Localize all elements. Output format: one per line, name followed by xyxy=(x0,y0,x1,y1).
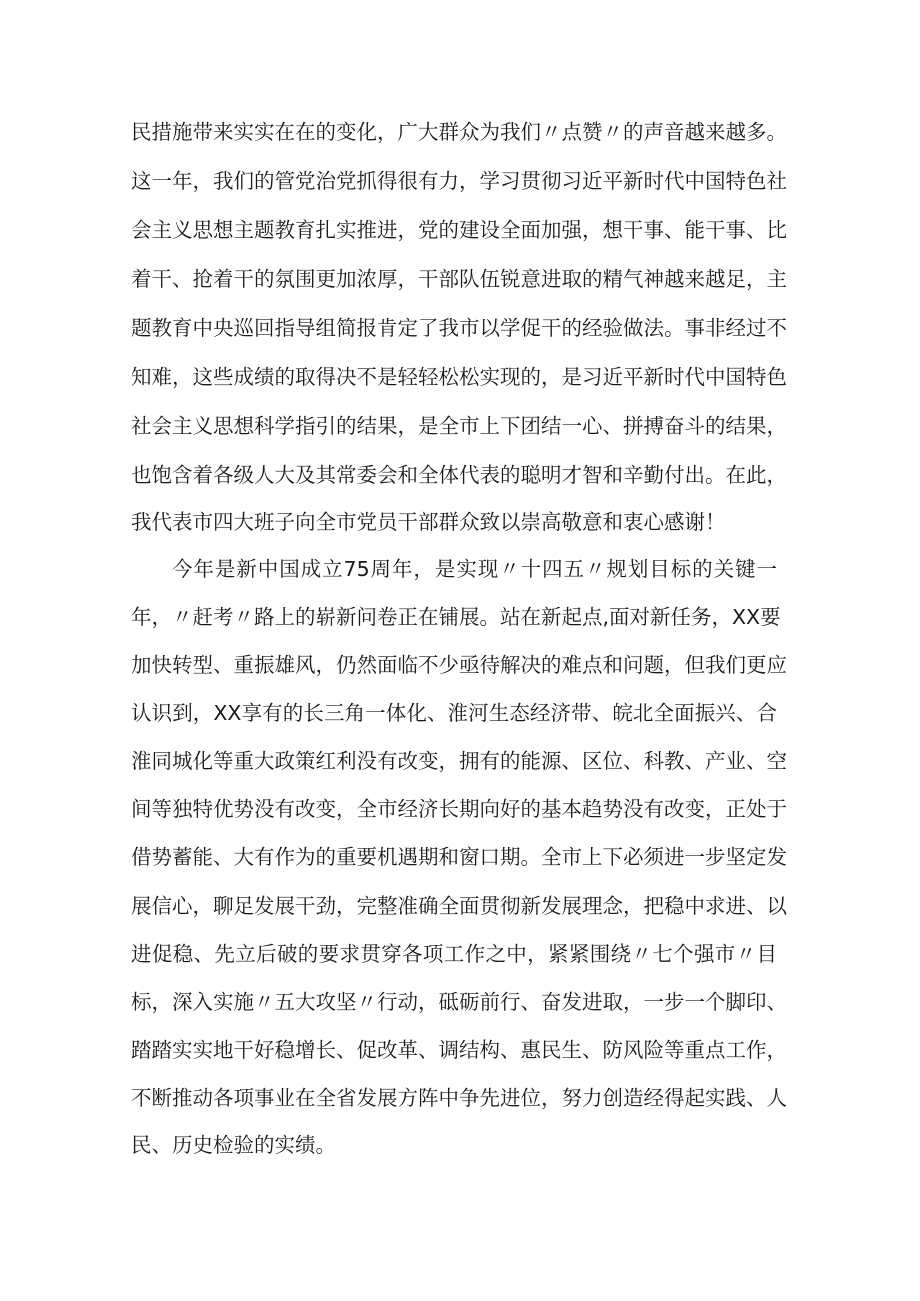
text-line: 加快转型、重振雄风，仍然面临不少亟待解决的难点和问题，但我们更应 xyxy=(131,653,787,677)
text-line: 知难，这些成绩的取得决不是轻轻松松实现的，是习近平新时代中国特色 xyxy=(131,365,787,389)
text-line: 题教育中央巡回指导组简报肯定了我市以学促干的经验做法。事非经过不 xyxy=(131,316,787,340)
text-line: 踏踏实实地干好稳增长、促改革、调结构、惠民生、防风险等重点工作， xyxy=(131,1038,787,1062)
text-line: 民措施带来实实在在的变化，广大群众为我们〃点赞〃的声音越来越多。 xyxy=(131,120,787,144)
text-line: 社会主义思想科学指引的结果，是全市上下团结一心、拼搏奋斗的结果， xyxy=(131,414,787,438)
text-line: 着干、抢着干的氛围更加浓厚，干部队伍锐意进取的精气神越来越足，主 xyxy=(131,267,787,291)
text-line: 进促稳、先立后破的要求贯穿各项工作之中，紧紧围绕〃七个强市〃目 xyxy=(131,942,777,966)
text-line: 我代表市四大班子向全市党员干部群众致以崇高敬意和衷心感谢！ xyxy=(131,510,726,534)
text-line: 间等独特优势没有改变，全市经济长期向好的基本趋势没有改变，正处于 xyxy=(131,797,787,821)
text-line: 淮同城化等重大政策红利没有改变，拥有的能源、区位、科教、产业、空 xyxy=(131,749,787,773)
text-line: 年，〃赶考〃路上的崭新问卷正在铺展。站在新起点,面对新任务，XX要 xyxy=(131,605,781,629)
text-line: 认识到，XX享有的长三角一体化、淮河生态经济带、皖北全面振兴、合 xyxy=(131,701,777,725)
text-line: 借势蓄能、大有作为的重要机遇期和窗口期。全市上下必须进一步坚定发 xyxy=(131,845,787,869)
text-line: 会主义思想主题教育扎实推进，党的建设全面加强，想干事、能干事、比 xyxy=(131,218,787,242)
text-line: 标，深入实施〃五大攻坚〃行动，砥砺前行、奋发进取，一步一个脚印、 xyxy=(131,990,787,1014)
text-line: 也饱含着各级人大及其常委会和全体代表的聪明才智和辛勤付出。在此， xyxy=(131,463,787,487)
text-line: 这一年，我们的管党治党抓得很有力，学习贯彻习近平新时代中国特色社 xyxy=(131,169,787,193)
text-line: 不断推动各项事业在全省发展方阵中争先进位，努力创造经得起实践、人 xyxy=(131,1086,787,1110)
text-line: 民、历史检验的实绩。 xyxy=(131,1133,336,1157)
text-line: 今年是新中国成立75周年，是实现〃十四五〃规划目标的关键一 xyxy=(172,557,777,581)
text-line: 展信心，聊足发展干劲，完整准确全面贯彻新发展理念，把稳中求进、以 xyxy=(131,894,787,918)
